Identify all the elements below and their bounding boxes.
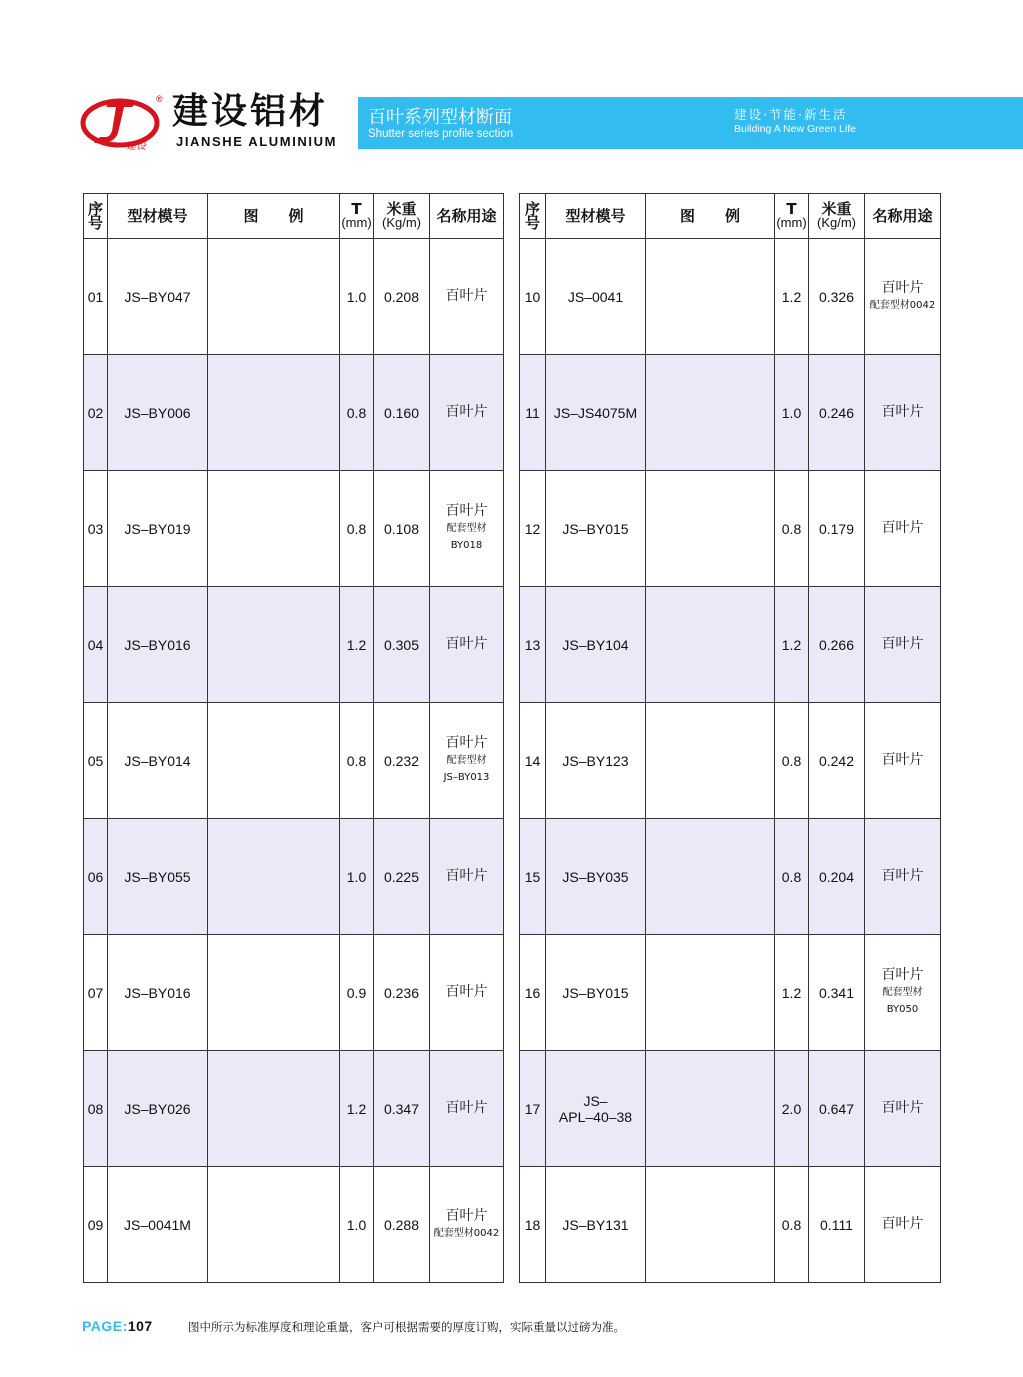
table-row [84, 1167, 504, 1283]
row-thickness: 1.2 [775, 587, 809, 703]
thickness-symbol: T [786, 200, 797, 218]
row-model: JS–BY015 [546, 935, 646, 1051]
row-model: JS–BY006 [108, 355, 208, 471]
row-weight: 0.305 [374, 587, 430, 703]
row-model: JS–BY123 [546, 703, 646, 819]
row-diagram [646, 1051, 775, 1167]
use-matching-model: BY050 [886, 1004, 919, 1015]
table-row [520, 471, 941, 587]
col-header-thickness [340, 194, 374, 239]
col-header-diagram: 图 例 [208, 194, 340, 239]
row-diagram [646, 355, 775, 471]
row-weight: 0.236 [374, 935, 430, 1051]
use-name: 百叶片 [445, 1207, 488, 1224]
row-diagram [646, 239, 775, 355]
row-diagram [208, 935, 340, 1051]
row-model: JS–BY055 [108, 819, 208, 935]
use-matching-profile: 配套型材 [446, 523, 487, 534]
use-name: 百叶片 [445, 1100, 488, 1116]
use-name: 百叶片 [881, 752, 924, 768]
table-row [520, 1167, 941, 1283]
col-header-use: 名称用途 [430, 194, 504, 239]
jianshe-logo [80, 93, 160, 153]
row-model: JS–BY016 [108, 587, 208, 703]
row-seq: 10 [520, 239, 546, 355]
row-thickness: 1.0 [340, 239, 374, 355]
row-seq: 07 [84, 935, 108, 1051]
use-name: 百叶片 [881, 636, 924, 652]
row-model: JS–BY015 [546, 471, 646, 587]
row-seq: 05 [84, 703, 108, 819]
table-header-row [84, 194, 504, 239]
row-weight: 0.341 [809, 935, 865, 1051]
table-row [520, 819, 941, 935]
col-header-weight [809, 194, 865, 239]
row-model: JS–BY047 [108, 239, 208, 355]
table-row [84, 1051, 504, 1167]
row-use [865, 587, 941, 703]
row-thickness: 1.2 [340, 587, 374, 703]
row-use [430, 355, 504, 471]
row-use [865, 355, 941, 471]
row-diagram [208, 587, 340, 703]
row-use [865, 819, 941, 935]
table-header-row [520, 194, 941, 239]
use-matching-profile: 配套型材 [882, 987, 923, 998]
row-seq: 08 [84, 1051, 108, 1167]
row-thickness: 0.8 [340, 355, 374, 471]
row-thickness: 1.2 [775, 935, 809, 1051]
table-row [520, 1051, 941, 1167]
section-title-cn: 百叶系列型材断面 [368, 107, 512, 128]
row-model: JS–JS4075M [546, 355, 646, 471]
col-header-model: 型材模号 [546, 194, 646, 239]
col-header-seq: 序 号 [84, 194, 108, 239]
row-model: JS–BY026 [108, 1051, 208, 1167]
table-row [520, 703, 941, 819]
row-seq: 14 [520, 703, 546, 819]
section-title-en: Shutter series profile section [368, 128, 514, 140]
header-banner [358, 97, 1023, 149]
row-seq: 03 [84, 471, 108, 587]
weight-label: 米重 [386, 200, 417, 218]
col-header-thickness [775, 194, 809, 239]
row-weight: 0.347 [374, 1051, 430, 1167]
row-use [430, 471, 504, 587]
row-seq: 02 [84, 355, 108, 471]
use-name: 百叶片 [881, 520, 924, 536]
table-row [84, 703, 504, 819]
row-weight: 0.647 [809, 1051, 865, 1167]
row-weight: 0.225 [374, 819, 430, 935]
row-thickness: 0.9 [340, 935, 374, 1051]
use-matching-profile: 配套型材0042 [433, 1227, 500, 1239]
table-row [520, 239, 941, 355]
row-use [430, 935, 504, 1051]
row-use [430, 1051, 504, 1167]
slogan-cn: 建设·节能·新生活 [734, 107, 848, 122]
row-weight: 0.266 [809, 587, 865, 703]
row-diagram [646, 1167, 775, 1283]
row-thickness: 0.8 [775, 471, 809, 587]
row-thickness: 0.8 [340, 703, 374, 819]
row-model: JS–BY131 [546, 1167, 646, 1283]
brand-name-en: JIANSHE ALUMINIUM [176, 134, 338, 149]
row-seq: 01 [84, 239, 108, 355]
col-header-use: 名称用途 [865, 194, 941, 239]
row-thickness: 0.8 [775, 819, 809, 935]
row-use [430, 703, 504, 819]
row-diagram [646, 935, 775, 1051]
use-name: 百叶片 [445, 735, 488, 751]
table-row [84, 471, 504, 587]
use-name: 百叶片 [445, 288, 488, 304]
row-weight: 0.108 [374, 471, 430, 587]
use-name: 百叶片 [445, 503, 488, 519]
col-header-model: 型材模号 [108, 194, 208, 239]
row-weight: 0.288 [374, 1167, 430, 1283]
row-use [865, 471, 941, 587]
page-number-value: 107 [127, 1318, 153, 1334]
use-name: 百叶片 [881, 868, 924, 884]
use-matching-profile: 配套型材 [446, 755, 487, 766]
row-seq: 09 [84, 1167, 108, 1283]
table-row [520, 935, 941, 1051]
use-matching-model: BY018 [450, 540, 483, 551]
col-header-diagram: 图 例 [646, 194, 775, 239]
table-row [520, 587, 941, 703]
row-seq: 11 [520, 355, 546, 471]
row-thickness: 0.8 [340, 471, 374, 587]
table-row [520, 355, 941, 471]
table-row [84, 935, 504, 1051]
table-row [84, 355, 504, 471]
use-name: 百叶片 [445, 636, 488, 652]
profile-table-right [519, 193, 941, 1283]
use-name: 百叶片 [445, 984, 488, 1000]
use-name: 百叶片 [881, 967, 924, 983]
table-row [84, 587, 504, 703]
row-thickness: 0.8 [775, 703, 809, 819]
use-name: 百叶片 [881, 404, 924, 420]
row-model: JS–BY014 [108, 703, 208, 819]
row-seq: 06 [84, 819, 108, 935]
row-diagram [208, 1167, 340, 1283]
row-seq: 12 [520, 471, 546, 587]
use-name: 百叶片 [445, 868, 488, 884]
row-model: JS–0041 [546, 239, 646, 355]
row-weight: 0.111 [809, 1167, 865, 1283]
table-row [84, 819, 504, 935]
row-diagram [208, 703, 340, 819]
row-use [865, 1051, 941, 1167]
col-header-seq: 序 号 [520, 194, 546, 239]
registered-mark: ® [156, 94, 163, 104]
row-diagram [208, 355, 340, 471]
row-use [865, 239, 941, 355]
row-use [865, 1167, 941, 1283]
row-weight: 0.242 [809, 703, 865, 819]
page-prefix: PAGE: [82, 1318, 128, 1334]
row-model: JS–0041M [108, 1167, 208, 1283]
row-seq: 16 [520, 935, 546, 1051]
weight-unit: (Kg/m) [382, 215, 421, 230]
row-diagram [646, 471, 775, 587]
row-model: JS–BY035 [546, 819, 646, 935]
thickness-unit: (mm) [341, 215, 372, 230]
row-weight: 0.232 [374, 703, 430, 819]
row-thickness: 1.2 [340, 1051, 374, 1167]
row-seq: 13 [520, 587, 546, 703]
row-diagram [208, 1051, 340, 1167]
row-thickness: 2.0 [775, 1051, 809, 1167]
row-seq: 04 [84, 587, 108, 703]
weight-unit: (Kg/m) [817, 215, 856, 230]
logo-text: 建设 [126, 141, 146, 152]
slogan-en: Building A New Green Life [734, 123, 856, 135]
row-weight: 0.179 [809, 471, 865, 587]
brand-name-cn: 建设铝材 [172, 91, 329, 132]
row-seq: 15 [520, 819, 546, 935]
row-model: JS– APL–40–38 [546, 1051, 646, 1167]
row-thickness: 1.0 [340, 819, 374, 935]
col-header-weight [374, 194, 430, 239]
table-row [84, 239, 504, 355]
use-matching-profile: 配套型材0042 [869, 299, 936, 311]
row-use [430, 587, 504, 703]
row-weight: 0.326 [809, 239, 865, 355]
row-diagram [646, 587, 775, 703]
row-use [430, 239, 504, 355]
profile-table-left [83, 193, 504, 1283]
row-diagram [208, 239, 340, 355]
use-name: 百叶片 [881, 279, 924, 296]
row-weight: 0.208 [374, 239, 430, 355]
use-name: 百叶片 [445, 404, 488, 420]
use-name: 百叶片 [881, 1100, 924, 1116]
row-model: JS–BY016 [108, 935, 208, 1051]
weight-label: 米重 [821, 200, 852, 218]
thickness-unit: (mm) [776, 215, 807, 230]
row-use [865, 935, 941, 1051]
row-model: JS–BY019 [108, 471, 208, 587]
row-use [430, 1167, 504, 1283]
use-matching-model: JS–BY013 [443, 772, 490, 783]
row-diagram [646, 819, 775, 935]
page-number [82, 1318, 153, 1334]
row-weight: 0.246 [809, 355, 865, 471]
row-weight: 0.204 [809, 819, 865, 935]
row-thickness: 1.0 [775, 355, 809, 471]
row-use [430, 819, 504, 935]
footnote: 图中所示为标准厚度和理论重量，客户可根据需要的厚度订购，实际重量以过磅为准。 [188, 1320, 625, 1334]
row-thickness: 0.8 [775, 1167, 809, 1283]
row-diagram [646, 703, 775, 819]
row-thickness: 1.0 [340, 1167, 374, 1283]
thickness-symbol: T [351, 200, 362, 218]
row-seq: 17 [520, 1051, 546, 1167]
use-name: 百叶片 [881, 1216, 924, 1232]
row-model: JS–BY104 [546, 587, 646, 703]
row-use [865, 703, 941, 819]
row-weight: 0.160 [374, 355, 430, 471]
row-diagram [208, 471, 340, 587]
row-diagram [208, 819, 340, 935]
row-thickness: 1.2 [775, 239, 809, 355]
row-seq: 18 [520, 1167, 546, 1283]
